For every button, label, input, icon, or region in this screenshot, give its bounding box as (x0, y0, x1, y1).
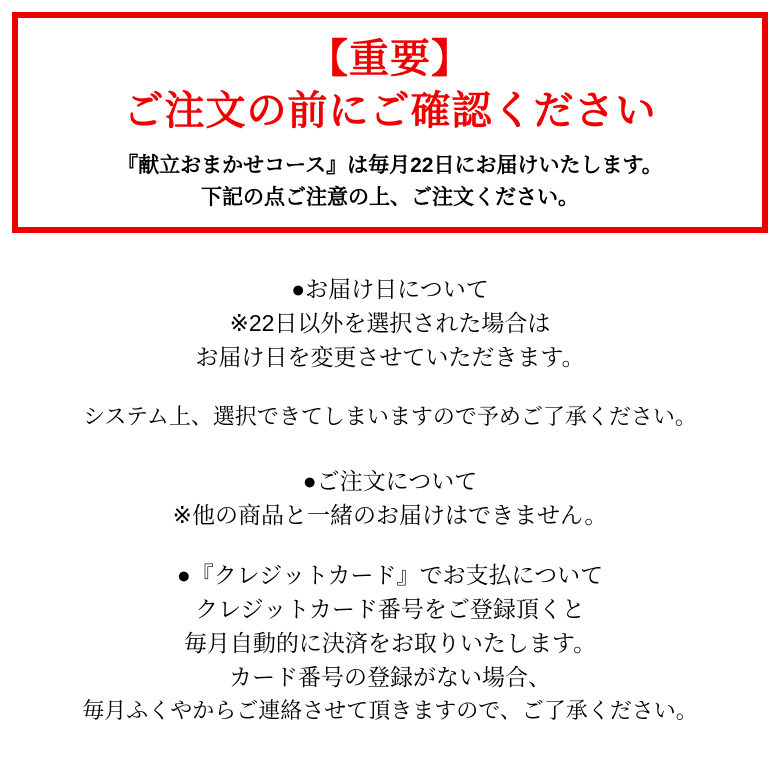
credit-card-line-2: クレジットカード番号をご登録頂くと (195, 596, 585, 622)
order-note-line-1: ●ご注文について (302, 468, 478, 494)
spacer-2 (0, 434, 780, 464)
notice-subtext-line-2: 下記の点ご注意の上、ご注文ください。 (201, 185, 579, 209)
notice-subtext-line-1: 『献立おまかせコース』は毎月22日にお届けいたします。 (117, 154, 663, 177)
section-delivery-date (0, 272, 780, 374)
delivery-date-line-2: ※22日以外を選択された場合は (229, 310, 551, 336)
notice-headline-confirm: ご注文の前にご確認ください (123, 89, 657, 133)
credit-card-line-4: カード番号の登録がない場合、 (229, 664, 551, 690)
section-order-note (0, 464, 780, 532)
section-system-note (0, 400, 780, 434)
credit-card-line-1: ●『クレジットカード』でお支払について (176, 562, 604, 588)
notice-subtext (28, 150, 752, 213)
notice-headline-important: 【重要】 (308, 37, 472, 81)
credit-card-line-5: 毎月ふくやからご連絡させて頂きますので、ご了承ください。 (82, 698, 698, 723)
spacer-3 (0, 532, 780, 558)
section-credit-card-note (0, 558, 780, 728)
system-note-line-1: システム上、選択できてしまいますので予めご了承ください。 (83, 404, 697, 429)
delivery-date-line-1: ●お届け日について (291, 276, 489, 302)
credit-card-line-3: 毎月自動的に決済をお取りいたします。 (183, 630, 597, 656)
delivery-date-line-3: お届け日を変更させていただきます。 (195, 344, 585, 370)
order-note-line-2: ※他の商品と一緒のお届けはできません。 (172, 502, 608, 528)
important-notice-box (12, 12, 768, 233)
notice-body (0, 272, 780, 728)
spacer-1 (0, 374, 780, 400)
